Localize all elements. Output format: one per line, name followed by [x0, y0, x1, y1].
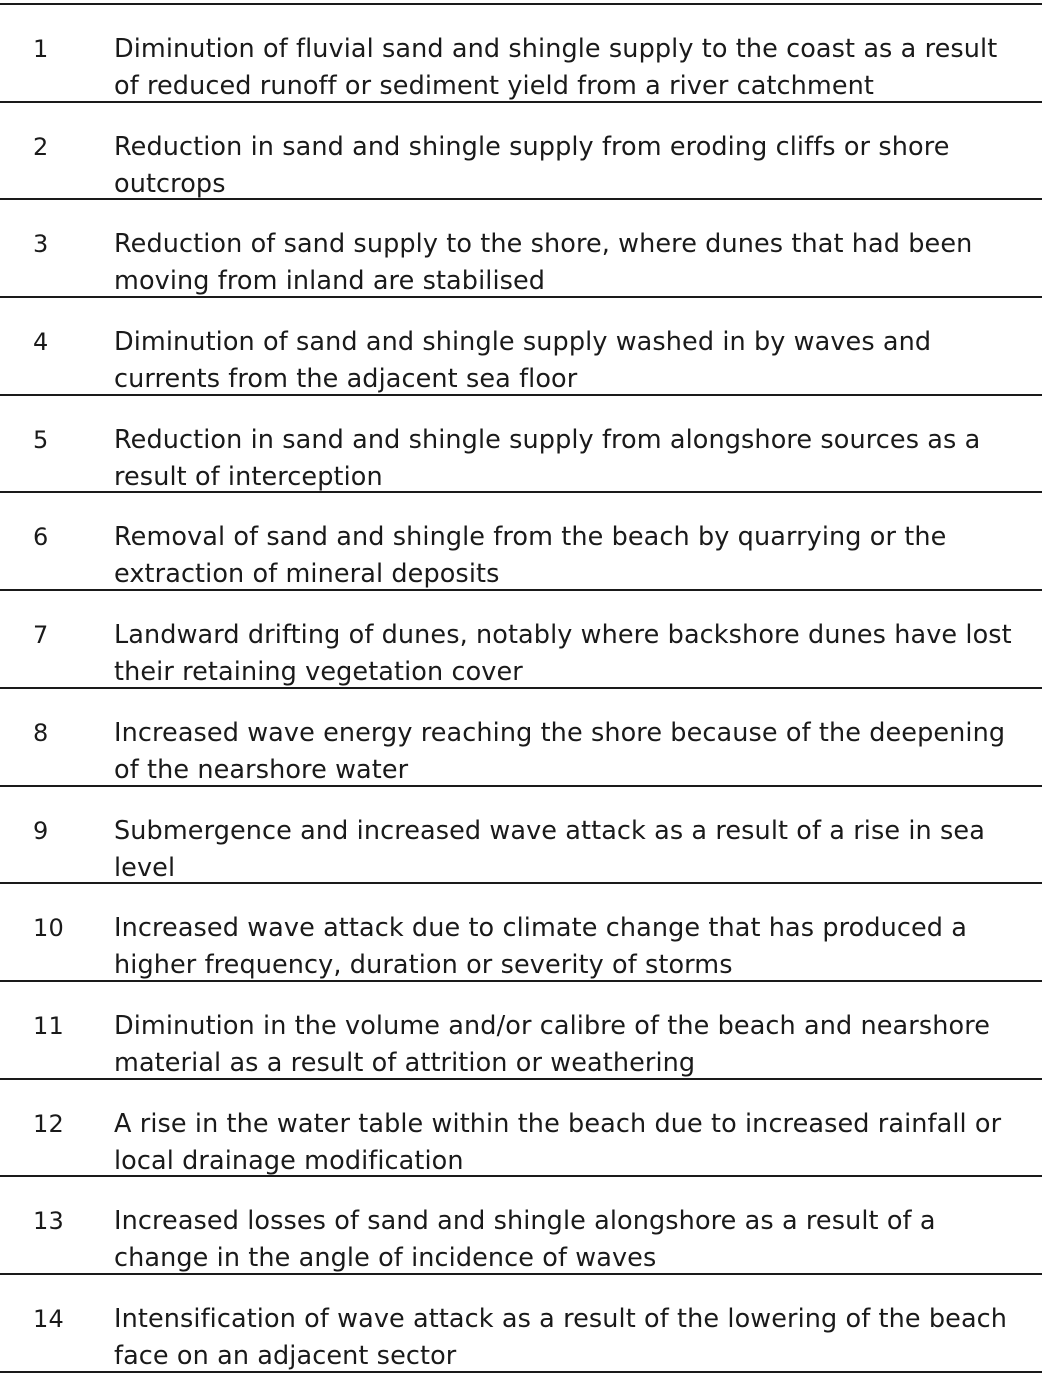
- row-text: Reduction in sand and shingle supply from eroding cliffs or shore outcrops: [114, 131, 950, 199]
- row-text: Diminution in the volume and/or calibre of the beach and nearshore material as a result of attrition or weathering: [114, 1010, 991, 1078]
- row-text: Reduction of sand supply to the shore, where dunes that had been moving from inland are stabilised: [114, 229, 973, 297]
- row-text: Landward drifting of dunes, notably where backshore dunes have lost their retaining vegetation cover: [114, 620, 1012, 688]
- row-number: 10: [33, 914, 64, 943]
- row-number: 9: [33, 816, 49, 845]
- table-row: [0, 396, 1042, 494]
- table-row: [0, 493, 1042, 591]
- table-row: [0, 1080, 1042, 1178]
- row-number: 12: [33, 1109, 64, 1138]
- row-text: Intensification of wave attack as a result of the lowering of the beach face on an adjacent sector: [114, 1303, 1008, 1371]
- table-row: [0, 787, 1042, 885]
- row-text: Diminution of sand and shingle supply washed in by waves and currents from the adjacent sea floor: [114, 327, 932, 395]
- row-number: 6: [33, 523, 49, 552]
- row-text: Submergence and increased wave attack as a result of a rise in sea level: [114, 815, 985, 883]
- row-text: Diminution of fluvial sand and shingle supply to the coast as a result of reduced runoff or sediment yield from a river catchment: [114, 34, 998, 101]
- row-number: 13: [33, 1207, 64, 1236]
- table-row: [0, 5, 1042, 103]
- row-text: Increased wave energy reaching the shore because of the deepening of the nearshore water: [114, 717, 1006, 785]
- row-text: Removal of sand and shingle from the beach by quarrying or the extraction of mineral deposits: [114, 522, 947, 590]
- table-row: [0, 884, 1042, 982]
- table-row: [0, 1177, 1042, 1275]
- table-row: [0, 689, 1042, 787]
- table-row: [0, 200, 1042, 298]
- row-text: Increased wave attack due to climate change that has produced a higher frequency, duration or severity of storms: [114, 913, 968, 981]
- row-text: Increased losses of sand and shingle alongshore as a result of a change in the angle of incidence of waves: [114, 1206, 936, 1274]
- row-number: 1: [33, 35, 49, 63]
- row-number: 7: [33, 621, 49, 650]
- table-row: [0, 1275, 1042, 1373]
- row-number: 5: [33, 425, 49, 454]
- causes-table: [0, 3, 1042, 1373]
- row-number: 14: [33, 1304, 64, 1333]
- row-text: A rise in the water table within the beach due to increased rainfall or local drainage modification: [114, 1108, 1002, 1176]
- row-number: 8: [33, 718, 49, 747]
- table-row: [0, 298, 1042, 396]
- row-number: 11: [33, 1011, 64, 1040]
- row-number: 3: [33, 230, 49, 259]
- table-row: [0, 591, 1042, 689]
- row-number: 2: [33, 132, 49, 161]
- table-row: [0, 982, 1042, 1080]
- table-row: [0, 103, 1042, 201]
- row-text: Reduction in sand and shingle supply from alongshore sources as a result of interception: [114, 424, 981, 492]
- row-number: 4: [33, 328, 49, 357]
